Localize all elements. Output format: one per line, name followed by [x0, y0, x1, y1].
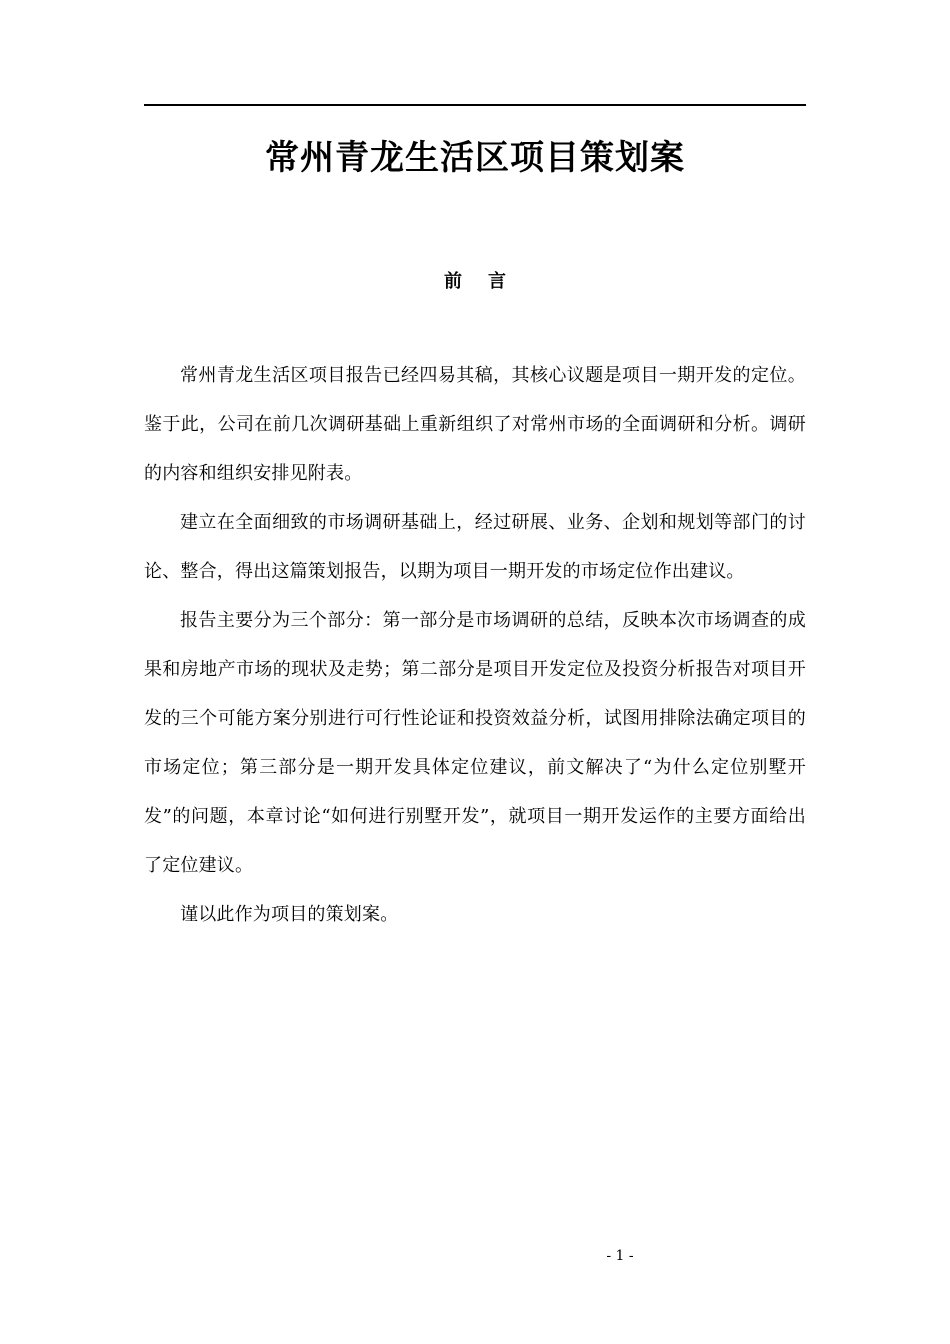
section-heading-char: 前	[444, 271, 462, 292]
page-number: - 1 -	[606, 1248, 634, 1264]
paragraph-1: 常州青龙生活区项目报告已经四易其稿，其核心议题是项目一期开发的定位。鉴于此，公司在前几次调研基础上重新组织了对常州市场的全面调研和分析。调研的内容和组织安排见附表。	[144, 365, 806, 484]
paragraph-4: 谨以此作为项目的策划案。	[180, 904, 399, 925]
paragraph-3: 报告主要分为三个部分：第一部分是市场调研的总结，反映本次市场调查的成果和房地产市场的现状及走势；第二部分是项目开发定位及投资分析报告对项目开发的三个可能方案分别进行可行性论证和投资效益分析，试图用排除法确定项目的市场定位；第三部分是一期开发具体定位建议，前文解决了“为什么定位别墅开发”的问题，本章讨论“如何进行别墅开发”，就项目一期开发运作的主要方面给出了定位建议。	[144, 610, 806, 876]
document-title: 常州青龙生活区项目策划案	[265, 138, 685, 178]
preface-body	[144, 351, 806, 939]
header-rule	[144, 104, 806, 106]
section-heading-char: 言	[488, 271, 506, 292]
paragraph-2: 建立在全面细致的市场调研基础上，经过研展、业务、企划和规划等部门的讨论、整合，得出这篇策划报告，以期为项目一期开发的市场定位作出建议。	[144, 512, 806, 582]
section-heading-preface	[0, 268, 950, 296]
